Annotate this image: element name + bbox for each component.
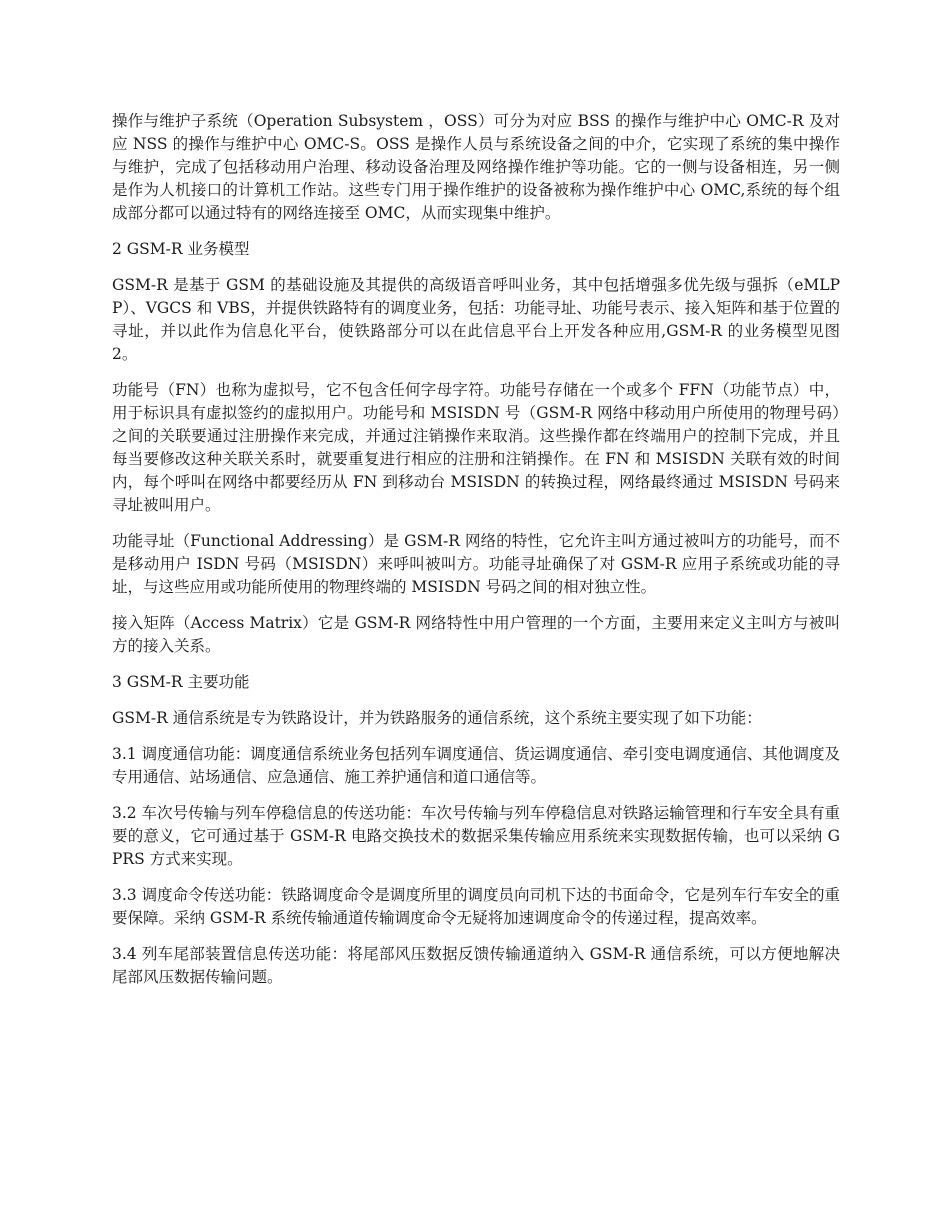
paragraph-3-3-dispatch-command: 3.3 调度命令传送功能：铁路调度命令是调度所里的调度员向司机下达的书面命令，它是列车行车安全的重要保障。采纳 GSM-R 系统传输通道传输调度命令无疑将加速调度命令的传递过程，提高效率。 xyxy=(112,886,840,927)
paragraph-main-functions-intro: GSM-R 通信系统是专为铁路设计，并为铁路服务的通信系统，这个系统主要实现了如下功能： xyxy=(112,709,762,727)
paragraph-service-model: GSM-R 是基于 GSM 的基础设施及其提供的高级语音呼叫业务，其中包括增强多优先级与强拆（eMLPP）、VGCS 和 VBS，并提供铁路特有的调度业务，包括：功能寻址、功能号表示、接入矩阵和基于位置的寻址，并以此作为信息化平台，使铁路部分可以在此信息平台上开发各种应用,GSM-R 的业务模型见图 2。 xyxy=(112,276,840,363)
paragraph-functional-addressing: 功能寻址（Functional Addressing）是 GSM-R 网络的特性，它允许主叫方通过被叫方的功能号，而不是移动用户 ISDN 号码（MSISDN）来呼叫被叫方。功能寻址确保了对 GSM-R 应用子系统或功能的寻址，与这些应用或功能所使用的物理终端的 MSISDN 号码之间的相对独立性。 xyxy=(112,532,840,596)
paragraph-access-matrix: 接入矩阵（Access Matrix）它是 GSM-R 网络特性中用户管理的一个方面，主要用来定义主叫方与被叫方的接入关系。 xyxy=(112,614,840,655)
paragraph-3-4-train-tail: 3.4 列车尾部装置信息传送功能：将尾部风压数据反馈传输通道纳入 GSM-R 通信系统，可以方便地解决尾部风压数据传输问题。 xyxy=(112,945,840,986)
section-heading-3: 3 GSM-R 主要功能 xyxy=(112,673,250,691)
paragraph-functional-number: 功能号（FN）也称为虚拟号，它不包含任何字母字符。功能号存储在一个或多个 FFN（功能节点）中，用于标识具有虚拟签约的虚拟用户。功能号和 MSISDN 号（GSM-R 网络中移动用户所使用的物理号码）之间的关联要通过注册操作来完成，并通过注销操作来取消。这些操作都在终端用户的控制下完成，并且每当要修改这种关联关系时，就要重复进行相应的注册和注销操作。在 FN 和 MSISDN 关联有效的时间内，每个呼叫在网络中都要经历从 FN 到移动台 MSISDN 的转换过程，网络最终通过 MSISDN 号码来寻址被叫用户。 xyxy=(112,381,840,514)
paragraph-3-1-dispatch: 3.1 调度通信功能：调度通信系统业务包括列车调度通信、货运调度通信、牵引变电调度通信、其他调度及专用通信、站场通信、应急通信、施工养护通信和道口通信等。 xyxy=(112,745,840,786)
section-heading-2: 2 GSM-R 业务模型 xyxy=(112,240,250,258)
paragraph-oss: 操作与维护子系统（Operation Subsystem ，OSS）可分为对应 BSS 的操作与维护中心 OMC-R 及对应 NSS 的操作与维护中心 OMC-S。OSS 是操作人员与系统设备之间的中介，它实现了系统的集中操作与维护，完成了包括移动用户治理、移动设备治理及网络操作维护等功能。它的一侧与设备相连，另一侧是作为人机接口的计算机工作站。这些专门用于操作维护的设备被称为操作维护中心 OMC,系统的每个组成部分都可以通过特有的网络连接至 OMC，从而实现集中维护。 xyxy=(112,112,840,222)
document-page xyxy=(112,110,840,1002)
paragraph-3-2-train-number: 3.2 车次号传输与列车停稳信息的传送功能：车次号传输与列车停稳信息对铁路运输管理和行车安全具有重要的意义，它可通过基于 GSM-R 电路交换技术的数据采集传输应用系统来实现数据传输，也可以采纳 GPRS 方式来实现。 xyxy=(112,804,840,868)
